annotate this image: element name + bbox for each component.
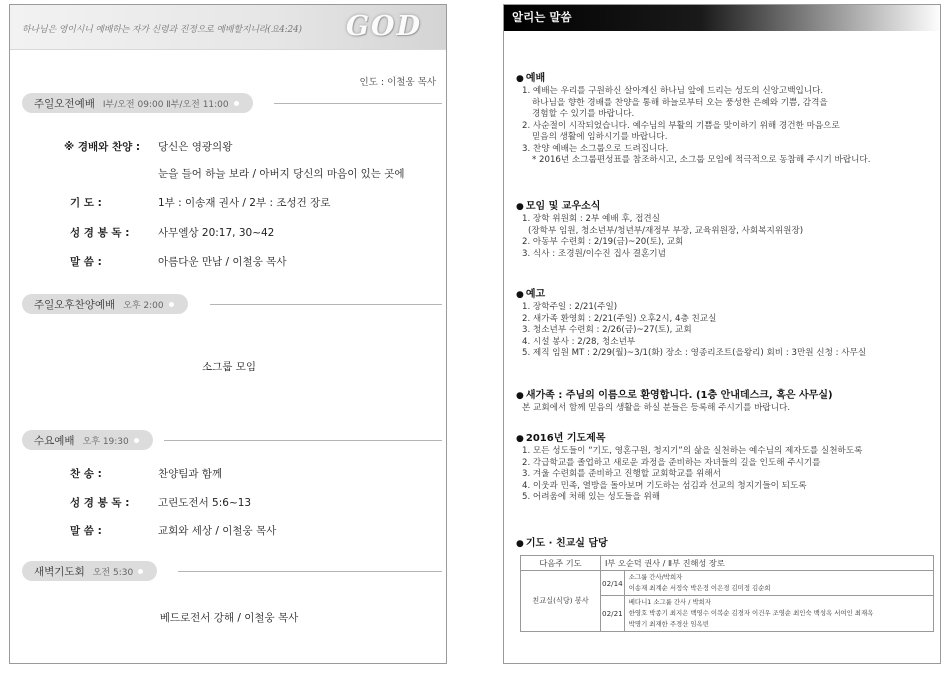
table-cell: 친교실(식당) 봉사 (521, 571, 601, 632)
wednesday-service-pill (22, 430, 153, 450)
afternoon-service-pill (22, 294, 188, 314)
announcement-section (516, 288, 934, 360)
announcement-line: 5. 어려움에 처해 있는 성도들을 위해 (522, 492, 661, 502)
section-heading (516, 200, 934, 214)
row-label: 찬 송 : (70, 468, 102, 480)
leader-label: 인도 : 이철웅 목사 (359, 77, 436, 88)
divider (210, 304, 442, 305)
announcement-section (516, 200, 934, 260)
announcement-section (516, 537, 934, 551)
dot-icon (134, 438, 139, 443)
section-time: 오전 5:30 (92, 567, 134, 578)
announcement-line: (장학부 임원, 청소년부/청년부/재정부 부장, 교육위원장, 사회복지위원장) (528, 225, 804, 236)
announcement-line: 3. 청소년부 수련회 : 2/26(금)~27(토), 교회 (522, 325, 692, 335)
section-time: 오후 2:00 (123, 300, 164, 311)
announcement-line: 4. 이웃과 민족, 열방을 돌아보며 기도하는 섬김과 선교의 청지기들이 되도록 (522, 480, 807, 491)
announcement-section (516, 432, 934, 504)
table-cell-date: 02/21 (601, 596, 625, 632)
bullet-icon: ● (516, 391, 524, 401)
table-row (521, 556, 934, 571)
announcement-line: 믿음의 생활에 임하시기를 바랍니다. (532, 132, 668, 142)
row-value: 1부 : 이송재 권사 / 2부 : 조성건 장로 (158, 197, 331, 209)
prayer-fellowship-table (520, 555, 934, 632)
table-cell: 다음주 기도 (521, 556, 601, 571)
dawn-service-bar (22, 561, 442, 581)
bullet-icon: ● (516, 202, 524, 212)
announcement-section (516, 72, 934, 167)
row-label: 기 도 : (70, 197, 102, 209)
announcement-line: 1. 장학 위원회 : 2부 예배 후, 접견실 (522, 214, 661, 224)
announcements-header (504, 5, 941, 31)
row-label: 말 씀 : (70, 525, 102, 537)
table-cell (624, 571, 933, 596)
detail-line: 베다니1 소그룹 간사 / 박희자 (628, 598, 711, 606)
announcement-line: 2. 사순절이 시작되었습니다. 예수님의 부활의 기쁨을 맞이하기 위해 경건한 마음으로 (522, 120, 840, 131)
section-title: 새벽기도회 (34, 565, 85, 578)
top-banner (10, 5, 446, 50)
dawn-service-pill (22, 561, 157, 581)
section-heading (516, 432, 934, 446)
dot-icon (234, 101, 239, 106)
announcement-line: 1. 예배는 우리를 구원하신 살아계신 하나님 앞에 드리는 성도의 신앙고백입니다. (522, 86, 824, 96)
announcement-line: 2. 아동부 수련회 : 2/19(금)~20(토), 교회 (522, 237, 684, 247)
section-heading (516, 288, 934, 302)
announcement-line: * 2016년 소그룹편성표를 참조하시고, 소그룹 모임에 적극적으로 동참해 주시기 바랍니다. (532, 155, 871, 165)
sunday-service-pill (22, 93, 253, 113)
afternoon-body: 소그룹 모임 (201, 361, 257, 373)
section-title: 수요예배 (34, 434, 75, 447)
wednesday-service-bar (22, 430, 442, 450)
row-value: 아름다운 만남 / 이철웅 목사 (158, 256, 287, 268)
divider (164, 440, 442, 441)
announcement-line: 1. 장학주일 : 2/21(주일) (522, 302, 618, 312)
section-heading (516, 537, 934, 551)
dot-icon (138, 569, 143, 574)
section-heading-text: 예배 (525, 73, 546, 84)
row-value: 당신은 영광의왕 (158, 141, 233, 153)
row-value: 찬양팀과 함께 (158, 468, 223, 480)
row-label: 성 경 봉 독 : (70, 497, 130, 509)
section-heading-text: 모임 및 교우소식 (525, 201, 601, 212)
announcement-line: 2. 새가족 환영회 : 2/21(주일) 오후2시, 4층 친교실 (522, 313, 717, 324)
bullet-icon: ● (516, 290, 524, 300)
announcement-line: 1. 모든 성도들이 “기도, 영혼구원, 청지기”의 삶을 실천하는 예수님의 제자도를 실천하도록 (522, 446, 863, 456)
announcement-line: 4. 시설 봉사 : 2/28, 청소년부 (522, 336, 636, 347)
row-label: ※ 경배와 찬양 : (64, 141, 141, 153)
announcement-line: 2. 각급학교를 졸업하고 새로운 과정을 준비하는 자녀들의 길을 인도해 주시기를 (522, 457, 821, 468)
section-title: 주일오전예배 (34, 97, 95, 110)
section-heading-text: 새가족 : 주님의 이름으로 환영합니다. (1층 안내데스크, 혹은 사무실) (525, 390, 833, 401)
announcement-section (516, 389, 934, 415)
section-heading-text: 예고 (525, 289, 546, 300)
section-heading (516, 389, 934, 403)
row-value: 고린도전서 5:6~13 (158, 497, 252, 509)
bullet-icon: ● (516, 74, 524, 84)
announcement-line: 경험할 수 있기를 바랍니다. (532, 109, 635, 119)
announcements-page (503, 4, 941, 664)
detail-line: 박명기 최재한 주경산 임옥빈 (628, 620, 709, 628)
sunday-service-bar (22, 93, 442, 113)
announcement-line: 하나님을 향한 경배를 찬양을 통해 하늘로부터 오는 풍성한 은혜와 기쁨, 감격을 (532, 97, 828, 108)
dawn-body: 베드로전서 강해 / 이철웅 목사 (159, 612, 299, 624)
section-heading (516, 72, 934, 86)
divider (178, 571, 442, 572)
table-row (521, 571, 934, 596)
announcement-line: 3. 겨울 수련회를 준비하고 진행할 교회학교를 위해서 (522, 469, 721, 479)
section-heading-text: 2016년 기도제목 (525, 433, 606, 444)
announcement-line: 본 교회에서 함께 믿음의 생활을 하실 분들은 등록해 주시기를 바랍니다. (522, 403, 791, 413)
announcement-line: 3. 식사 : 조경원/이수진 집사 결혼기념 (522, 248, 666, 259)
banner-verse: 하나님은 영이시니 예배하는 자가 신령과 진정으로 예배할지니라(요4:24) (22, 25, 302, 35)
worship-order-page (9, 4, 447, 664)
section-time: Ⅰ부/오전 09:00 Ⅱ부/오전 11:00 (102, 99, 229, 110)
bullet-icon: ● (516, 434, 524, 444)
row-label: 성 경 봉 독 : (70, 227, 130, 239)
section-heading-text: 기도 · 친교실 담당 (525, 538, 608, 549)
divider (274, 103, 442, 104)
god-logo: GOD (346, 11, 422, 42)
row-label: 말 씀 : (70, 256, 102, 268)
table-cell-date: 02/14 (601, 571, 625, 596)
detail-line: 소그룹 간사/박희자 (628, 573, 683, 581)
row-value: 교회와 세상 / 이철웅 목사 (158, 525, 277, 537)
bullet-icon: ● (516, 539, 524, 549)
dot-icon (169, 302, 174, 307)
announcements-title: 알리는 말씀 (512, 10, 572, 24)
afternoon-service-bar (22, 294, 442, 314)
section-time: 오후 19:30 (82, 436, 129, 447)
row-value: 눈을 들어 하늘 보라 / 아버지 당신의 마음이 있는 곳에 (158, 168, 405, 180)
announcement-line: 5. 제직 임원 MT : 2/29(월)~3/1(화) 장소 : 영종리조트(을왕리) 회비 : 3만원 신청 : 사무실 (522, 348, 867, 358)
detail-line: 이송재 최계순 서정숙 박은정 이은경 김미정 김순희 (628, 584, 771, 592)
announcement-line: 3. 찬양 예배는 소그룹으로 드려집니다. (522, 143, 669, 154)
table-cell (624, 596, 933, 632)
row-value: 사무엘상 20:17, 30~42 (158, 227, 275, 239)
section-title: 주일오후찬양예배 (34, 298, 116, 311)
table-cell: Ⅰ부 오순덕 권사 / Ⅱ부 진해성 장로 (601, 556, 934, 571)
detail-line: 한영호 박종기 최지은 백영수 이복순 김경자 이건우 조영순 최인숙 백성옥 서여인 최재옥 (628, 609, 874, 617)
